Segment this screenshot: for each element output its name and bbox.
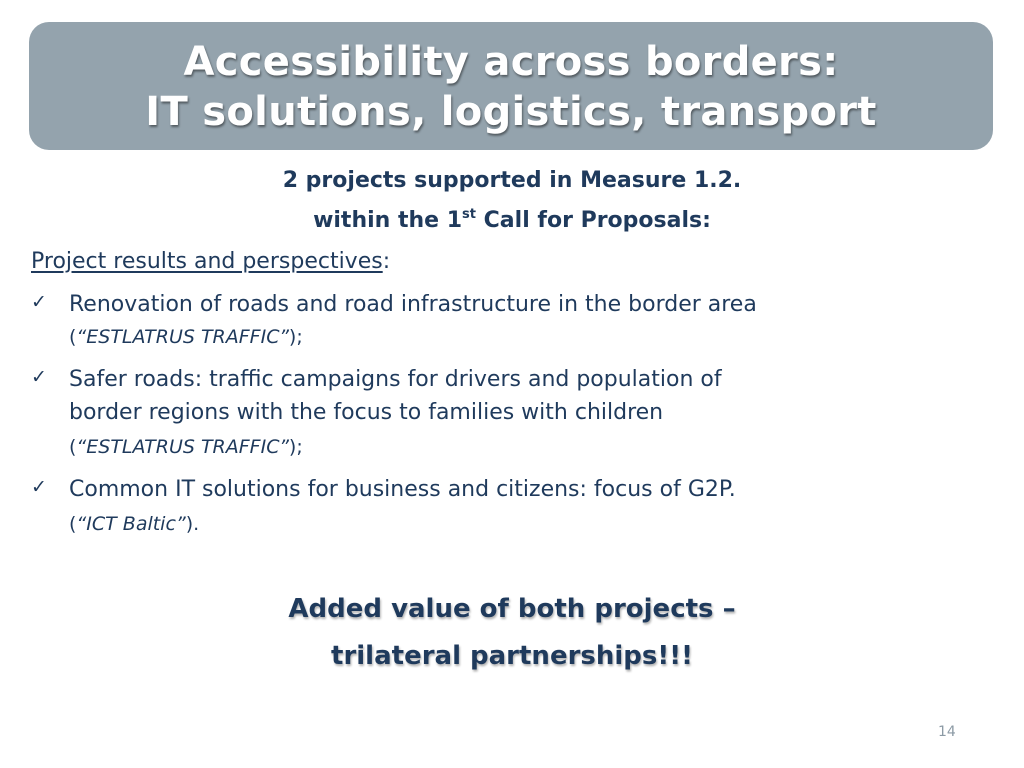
checkmark-icon: ✓ [31,476,47,498]
project-reference [69,326,303,348]
checkmark-icon: ✓ [31,291,47,313]
results-heading-colon: : [382,249,391,274]
added-value-line-1: Added value of both projects – [288,594,736,624]
ordinal-superscript: st [462,207,476,222]
bullet-text: Common IT solutions for business and citizens: focus of G2P. [69,477,736,502]
title-banner [29,22,993,150]
checkmark-icon: ✓ [31,366,47,388]
project-reference [69,513,199,535]
subtitle-line-2 [0,208,1024,233]
project-name: “ESTLATRUS TRAFFIC” [76,326,289,348]
paren-open: ( [69,326,77,348]
bullet-text: Safer roads: traffic campaigns for drivers and population of [69,367,722,392]
paren-close: ); [288,326,303,348]
project-name: “ICT Baltic” [76,513,186,535]
bullet-text-continued: border regions with the focus to families with children [69,400,664,425]
slide-title-line-1: Accessibility across borders: [183,39,839,85]
slide-title-line-2: IT solutions, logistics, transport [145,89,877,135]
project-reference [69,436,303,458]
bullet-item-roads [31,290,991,360]
subtitle-line-2-start: within the 1 [313,208,463,233]
project-name: “ESTLATRUS TRAFFIC” [76,436,289,458]
bullet-text: Renovation of roads and road infrastructure in the border area [69,292,757,317]
bullet-item-safer-roads [31,365,991,469]
paren-close: ); [288,436,303,458]
paren-open: ( [69,513,77,535]
paren-open: ( [69,436,77,458]
paren-close: ). [185,513,200,535]
added-value-line-2: trilateral partnerships!!! [331,641,693,671]
results-heading-text: Project results and perspectives [31,249,383,274]
results-heading [31,249,390,274]
bullet-item-it-solutions [31,475,991,545]
page-number: 14 [938,724,956,740]
subtitle-line-2-end: Call for Proposals: [476,208,711,233]
subtitle-line-1: 2 projects supported in Measure 1.2. [282,168,742,193]
